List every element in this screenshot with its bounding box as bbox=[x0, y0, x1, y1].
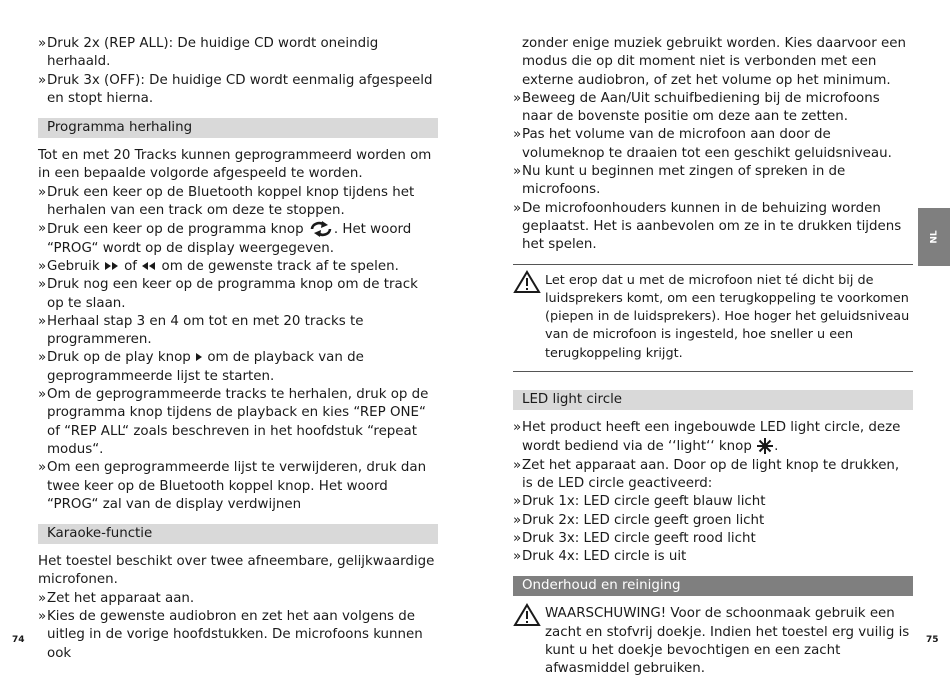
section-heading-karaoke: Karaoke-functie bbox=[38, 524, 438, 544]
fast-forward-icon bbox=[104, 261, 120, 271]
warning-icon bbox=[513, 603, 541, 627]
left-column bbox=[38, 35, 438, 663]
list-item: » Druk nog een keer op de programma knop om de track op te slaan. bbox=[38, 277, 418, 311]
list-item: » Druk 1x: LED circle geeft blauw licht bbox=[513, 494, 766, 510]
section-heading-programma: Programma herhaling bbox=[38, 118, 438, 138]
warning-note: Let erop dat u met de microfoon niet té dicht bij de luidsprekers komt, om een terugkoppeling te voorkomen (piepen in de luidsprekers). Hoe hoger het geluidsniveau van de microfoon is ingesteld, hoe sneller u een terugkoppeling krijgt. bbox=[513, 272, 913, 363]
list-item: » Druk 4x: LED circle is uit bbox=[513, 549, 687, 565]
play-icon bbox=[195, 352, 203, 362]
paragraph: Het toestel beschikt over twee afneembare, gelijkwaardige microfonen. bbox=[38, 554, 435, 588]
list-item: » Om een geprogrammeerde lijst te verwijderen, druk dan twee keer op de Bluetooth koppel knop. Het woord “PROG“ zal van de display verdwijnen bbox=[38, 460, 427, 512]
paragraph: zonder enige muziek gebruikt worden. Kies daarvoor een modus die op dit moment niet is verbonden met een externe audiobron, of zet het volume op het minimum. bbox=[522, 36, 906, 88]
list-item: » Zet het apparaat aan. bbox=[38, 590, 195, 606]
list-item: » Nu kunt u beginnen met zingen of spreken in de microfoons. bbox=[513, 164, 846, 198]
page-number-left: 74 bbox=[12, 635, 25, 645]
list-item: » Herhaal stap 3 en 4 om tot en met 20 tracks te programmeren. bbox=[38, 313, 364, 348]
list-item: » Druk 3x: LED circle geeft rood licht bbox=[513, 530, 756, 546]
section-heading-led: LED light circle bbox=[513, 390, 913, 410]
list-item: » Druk 3x (OFF): De huidige CD wordt eenmalig afgespeeld en stopt hierna. bbox=[38, 72, 433, 106]
list-item: » Druk een keer op de programma knop . Het woord “PROG“ wordt op de display weergegeven. bbox=[38, 221, 412, 256]
list-item: » Druk 2x: LED circle geeft groen licht bbox=[513, 512, 765, 528]
list-item: » Druk een keer op de Bluetooth koppel knop tijdens het herhalen van een track om deze te stoppen. bbox=[38, 184, 415, 219]
list-item: » Om de geprogrammeerde tracks te herhalen, druk op de programma knop tijdens de playback en kies “REP ONE“ of “REP ALL“ zoals beschreven in het hoofdstuk “repeat modus“. bbox=[38, 387, 429, 457]
list-item: » Kies de gewenste audiobron en zet het aan volgens de uitleg in de vorige hoofdstukken. De microfoons kunnen ook bbox=[38, 609, 423, 661]
list-item: » Pas het volume van de microfoon aan door de volumeknop te draaien tot een geschikt geluidsniveau. bbox=[513, 127, 892, 161]
list-item: » Beweeg de Aan/Uit schuifbediening bij de microfoons naar de bovenste positie om deze aan te zetten. bbox=[513, 90, 880, 125]
list-item: » Zet het apparaat aan. Door op de light knop te drukken, is de LED circle geactiveerd: bbox=[513, 457, 900, 491]
light-icon bbox=[756, 437, 774, 455]
page-number-right: 75 bbox=[926, 635, 939, 645]
list-item: » Druk op de play knop om de playback van de geprogrammeerde lijst te starten. bbox=[38, 350, 364, 384]
list-item: » Het product heeft een ingebouwde LED light circle, deze wordt bediend via de ‘‘light‘‘ knop . bbox=[513, 420, 901, 455]
paragraph: Tot en met 20 Tracks kunnen geprogrammeerd worden om in een bepaalde volgorde afgespeeld te worden. bbox=[38, 148, 432, 182]
warning-note: WAARSCHUWING! Voor de schoonmaak gebruik een zacht en stofvrij doekje. Indien het toestel erg vuilig is kunt u het doekje bevochtigen en een zacht afwasmiddel gebruiken. bbox=[513, 605, 913, 678]
language-tab: NL bbox=[918, 208, 950, 266]
list-item: » Gebruik of om de gewenste track af te spelen. bbox=[38, 258, 399, 274]
right-column bbox=[513, 35, 913, 679]
repeat-icon bbox=[308, 220, 334, 238]
list-item: » Druk 2x (REP ALL): De huidige CD wordt oneindig herhaald. bbox=[38, 36, 379, 70]
list-item: » De microfoonhouders kunnen in de behuizing worden geplaatst. Het is aanbevolen om ze in te drukken tijdens het spelen. bbox=[513, 200, 902, 253]
rewind-icon bbox=[141, 261, 157, 271]
divider bbox=[513, 264, 913, 265]
divider bbox=[513, 371, 913, 372]
section-heading-onderhoud: Onderhoud en reiniging bbox=[513, 576, 913, 596]
warning-icon bbox=[513, 270, 541, 294]
